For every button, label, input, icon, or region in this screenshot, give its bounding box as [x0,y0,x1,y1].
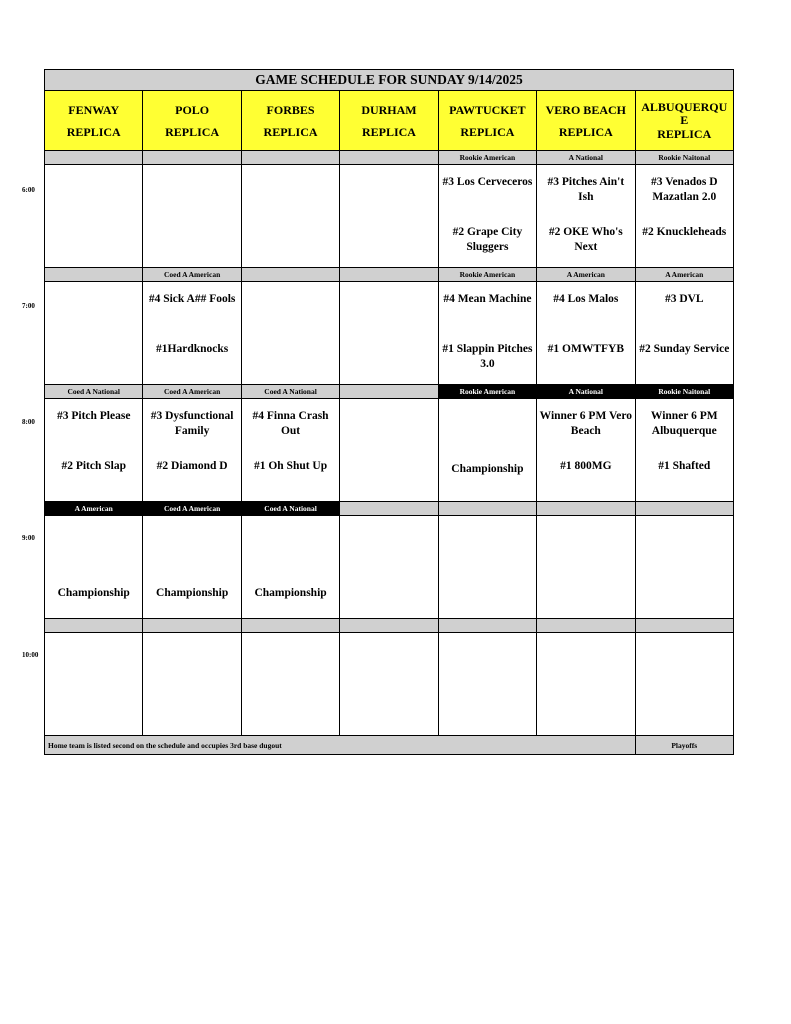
game-row [45,516,734,619]
division-label: Coed A National [45,385,143,399]
field-sub: REPLICA [263,124,318,139]
game-cell [438,399,536,502]
division-label: Coed A American [143,502,241,516]
division-label [143,151,241,165]
time-label-6: 6:00 [22,186,35,194]
division-label [241,151,339,165]
division-label [45,268,143,282]
game-cell [635,282,733,385]
game-cell [45,399,143,502]
home-team: Championship [156,587,229,599]
away-team: #3 Dysfunctional Family [150,410,234,437]
time-label-10: 10:00 [22,651,39,659]
footer-row [45,736,734,755]
game-row [45,399,734,502]
division-label: A National [537,385,635,399]
field-name: DURHAM [361,102,417,117]
game-cell [340,399,438,502]
away-team: Winner 6 PM Albuquerque [650,410,718,437]
division-label: Coed A American [143,268,241,282]
game-cell [45,633,143,736]
division-label [340,502,438,516]
game-row [45,282,734,385]
division-label: A American [45,502,143,516]
away-team: #4 Los Malos [553,293,619,305]
time-label-9: 9:00 [22,534,35,542]
field-header [340,91,438,151]
schedule-title: GAME SCHEDULE FOR SUNDAY 9/14/2025 [45,70,734,91]
game-cell [438,516,536,619]
division-label: Rookie Naitonal [635,385,733,399]
division-label: Coed A National [241,385,339,399]
division-row [45,385,734,399]
division-label [438,502,536,516]
division-label: A National [537,151,635,165]
field-name: ALBUQUERQU E [641,99,728,127]
game-cell [340,282,438,385]
game-cell [143,165,241,268]
away-team: #3 Venados D Mazatlan 2.0 [651,176,718,203]
game-cell [241,399,339,502]
division-label [537,502,635,516]
time-column [0,0,44,760]
division-label: A American [635,268,733,282]
field-sub: REPLICA [460,124,515,139]
home-team: Championship [57,587,130,599]
field-sub: REPLICA [165,124,220,139]
game-cell [537,633,635,736]
field-sub: REPLICA [657,126,712,141]
away-team: #4 Sick A## Fools [148,293,236,305]
division-label [635,502,733,516]
field-header [537,91,635,151]
game-cell [635,516,733,619]
game-cell [438,633,536,736]
field-name: POLO [175,102,210,117]
game-cell [340,633,438,736]
title-row [45,70,734,91]
game-cell [143,516,241,619]
game-row [45,165,734,268]
game-cell [340,165,438,268]
game-row [45,633,734,736]
field-name: FENWAY [68,102,120,117]
game-cell [537,282,635,385]
division-label: Rookie American [438,151,536,165]
field-header [45,91,143,151]
division-label [241,619,339,633]
division-label: Coed A National [241,502,339,516]
division-label [143,619,241,633]
division-label: Coed A American [143,385,241,399]
field-sub: REPLICA [66,124,121,139]
game-cell [45,282,143,385]
division-label: Rookie American [438,385,536,399]
game-cell [340,516,438,619]
game-cell [537,399,635,502]
field-header [438,91,536,151]
home-team: #1Hardknocks [156,343,229,355]
division-row [45,502,734,516]
home-team: #1 800MG [560,460,612,472]
field-sub: REPLICA [361,124,416,139]
home-team: Championship [254,587,327,599]
division-label [635,619,733,633]
home-team: #1 Slappin Pitches 3.0 [442,343,533,370]
home-team: #1 Shafted [658,460,711,472]
home-team: #2 Sunday Service [639,343,730,355]
away-team: Winner 6 PM Vero Beach [539,410,632,437]
game-cell [241,633,339,736]
home-team: Championship [451,463,524,475]
game-cell [537,516,635,619]
game-cell [438,282,536,385]
game-cell [635,399,733,502]
game-cell [635,165,733,268]
game-cell [143,399,241,502]
division-label [45,151,143,165]
game-cell [45,165,143,268]
field-sub: REPLICA [558,124,613,139]
home-team: #1 OMWTFYB [547,343,624,355]
away-team: #3 Pitch Please [56,410,131,422]
footer-note: Home team is listed second on the schedule and occupies 3rd base dugout [45,736,636,755]
home-team: #2 OKE Who's Next [548,226,623,253]
home-team: #2 Diamond D [156,460,228,472]
home-team: #2 Grape City Sluggers [452,226,523,253]
division-label: Rookie Naitonal [635,151,733,165]
division-label [340,151,438,165]
time-label-8: 8:00 [22,418,35,426]
home-team: #1 Oh Shut Up [253,460,328,472]
field-name: PAWTUCKET [449,102,526,117]
game-cell [241,165,339,268]
away-team: #3 Los Cerveceros [442,176,533,188]
game-cell [45,516,143,619]
division-label: A American [537,268,635,282]
division-row [45,619,734,633]
field-name: VERO BEACH [545,102,626,117]
game-cell [241,282,339,385]
division-row [45,151,734,165]
division-label [241,268,339,282]
game-cell [143,633,241,736]
time-label-7: 7:00 [22,302,35,310]
field-header [143,91,241,151]
schedule-table [44,69,734,755]
division-row [45,268,734,282]
footer-label: Playoffs [635,736,733,755]
field-name: FORBES [266,102,315,117]
home-team: #2 Knuckleheads [642,226,727,238]
division-label [537,619,635,633]
division-label: Rookie American [438,268,536,282]
division-label [340,619,438,633]
game-cell [438,165,536,268]
division-label [45,619,143,633]
away-team: #3 DVL [664,293,704,305]
field-header-row [45,91,734,151]
field-header [635,91,733,151]
division-label [340,385,438,399]
game-cell [537,165,635,268]
game-cell [635,633,733,736]
home-team: #2 Pitch Slap [61,460,126,472]
division-label [438,619,536,633]
away-team: #4 Mean Machine [443,293,532,305]
game-cell [143,282,241,385]
away-team: #3 Pitches Ain't Ish [547,176,625,203]
field-header [241,91,339,151]
division-label [340,268,438,282]
away-team: #4 Finna Crash Out [252,410,329,437]
game-cell [241,516,339,619]
